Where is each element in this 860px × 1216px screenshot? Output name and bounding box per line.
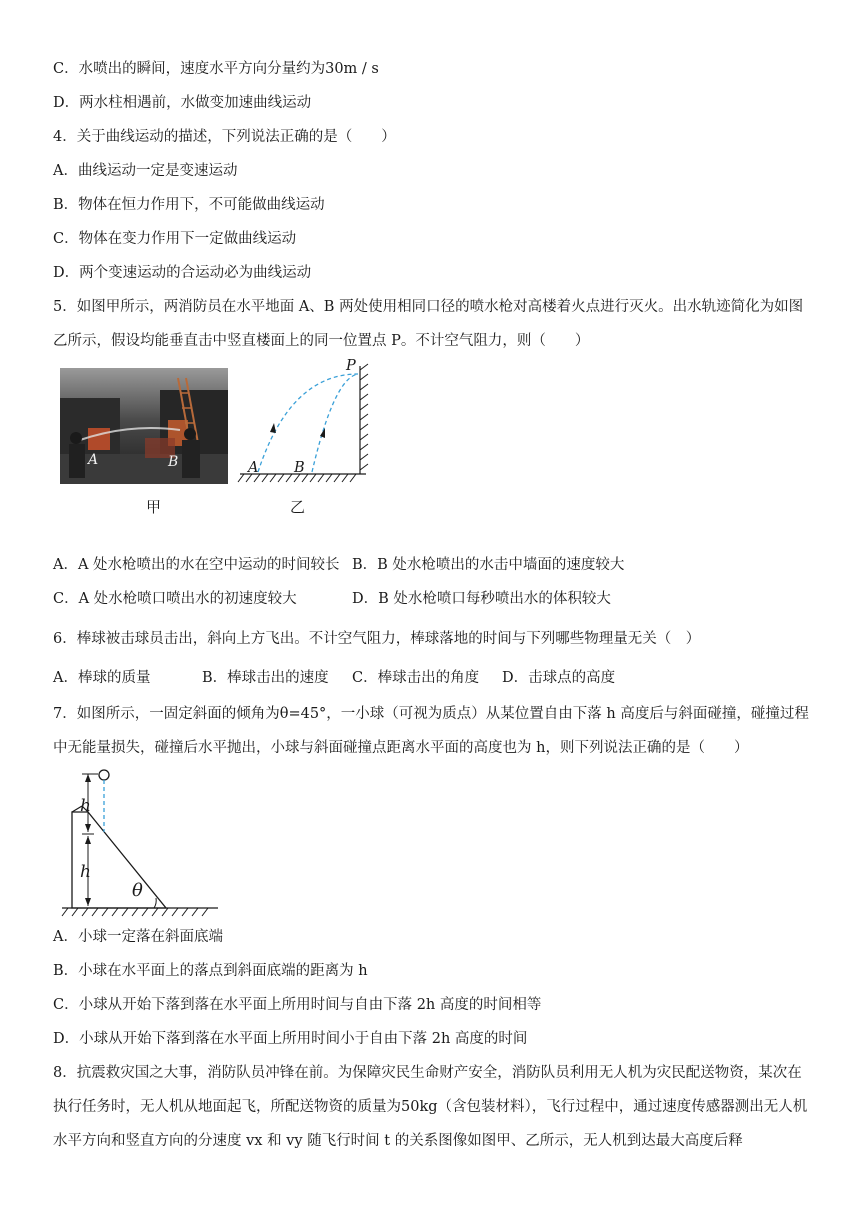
incline-diagram	[58, 766, 224, 918]
q4-option-b: B．物体在恒力作用下，不可能做曲线运动	[53, 197, 325, 213]
q4-stem: 4．关于曲线运动的描述，下列说法正确的是（ ）	[53, 129, 396, 145]
diagram-h-upper: h	[80, 796, 91, 816]
q5-option-a: A．A 处水枪喷出的水在空中运动的时间较长	[53, 557, 340, 573]
q5-option-b: B．B 处水枪喷出的水击中墙面的速度较大	[352, 557, 625, 573]
firefighter-photo	[60, 368, 228, 484]
q4-option-a: A．曲线运动一定是变速运动	[53, 163, 238, 179]
q3-option-d: D．两水柱相遇前，水做变加速曲线运动	[53, 95, 312, 111]
q8-stem: 8．抗震救灾国之大事，消防队员冲锋在前。为保障灾民生命财产安全，消防队员利用无人机为灾民配送物资，某次在执行任务时，无人机从地面起飞，所配送物资的质量为50kg（含包装材料），飞行过程中，通过速度传感器测出无人机水平方向和竖直方向的分速度 vx 和 vy 随飞行时间 t 的关系图像如图甲、乙所示，无人机到达最大高度后释	[53, 1065, 808, 1149]
q6-option-a: A．棒球的质量	[53, 670, 151, 686]
photo-label-a: A	[88, 452, 99, 468]
q7-option-a: A．小球一定落在斜面底端	[53, 929, 223, 945]
diagram-label-a: A	[248, 460, 259, 476]
q6-option-b: B．棒球击出的速度	[202, 670, 329, 686]
q4-option-d: D．两个变速运动的合运动必为曲线运动	[53, 265, 312, 281]
q5-option-d: D．B 处水枪喷口每秒喷出水的体积较大	[352, 591, 611, 607]
q7-option-c: C．小球从开始下落到落在水平面上所用时间与自由下落 2h 高度的时间相等	[53, 997, 542, 1013]
q6-option-d: D．击球点的高度	[502, 670, 616, 686]
diagram-theta: θ	[132, 880, 143, 901]
diagram-h-lower: h	[80, 862, 91, 882]
q6-option-c: C．棒球击出的角度	[352, 670, 480, 686]
figure-caption-jia: 甲	[146, 498, 162, 516]
q4-option-c: C．物体在变力作用下一定做曲线运动	[53, 231, 297, 247]
diagram-label-p: P	[346, 358, 356, 374]
trajectory-diagram	[236, 360, 382, 490]
q3-option-c: C．水喷出的瞬间，速度水平方向分量约为30m / s	[53, 61, 379, 77]
photo-label-b: B	[168, 454, 179, 470]
q5-stem: 5．如图甲所示，两消防员在水平地面 A、B 两处使用相同口径的喷水枪对高楼着火点进行灭火。出水轨迹简化为如图乙所示，假设均能垂直击中竖直楼面上的同一位置点 P。不计空气阻力，则（ ）	[53, 299, 804, 349]
q7-stem: 7．如图所示，一固定斜面的倾角为θ=45°，一小球（可视为质点）从某位置自由下落 h 高度后与斜面碰撞，碰撞过程中无能量损失，碰撞后水平抛出，小球与斜面碰撞点距离水平面的高度也为 h，则下列说法正确的是（ ）	[53, 706, 809, 756]
q5-option-c: C．A 处水枪喷口喷出水的初速度较大	[53, 591, 297, 607]
figure-caption-yi: 乙	[290, 498, 306, 516]
q6-stem: 6．棒球被击球员击出，斜向上方飞出。不计空气阻力，棒球落地的时间与下列哪些物理量无关（ ）	[53, 631, 701, 647]
q7-option-d: D．小球从开始下落到落在水平面上所用时间小于自由下落 2h 高度的时间	[53, 1031, 528, 1047]
q7-option-b: B．小球在水平面上的落点到斜面底端的距离为 h	[53, 963, 368, 979]
diagram-label-b: B	[294, 460, 305, 476]
